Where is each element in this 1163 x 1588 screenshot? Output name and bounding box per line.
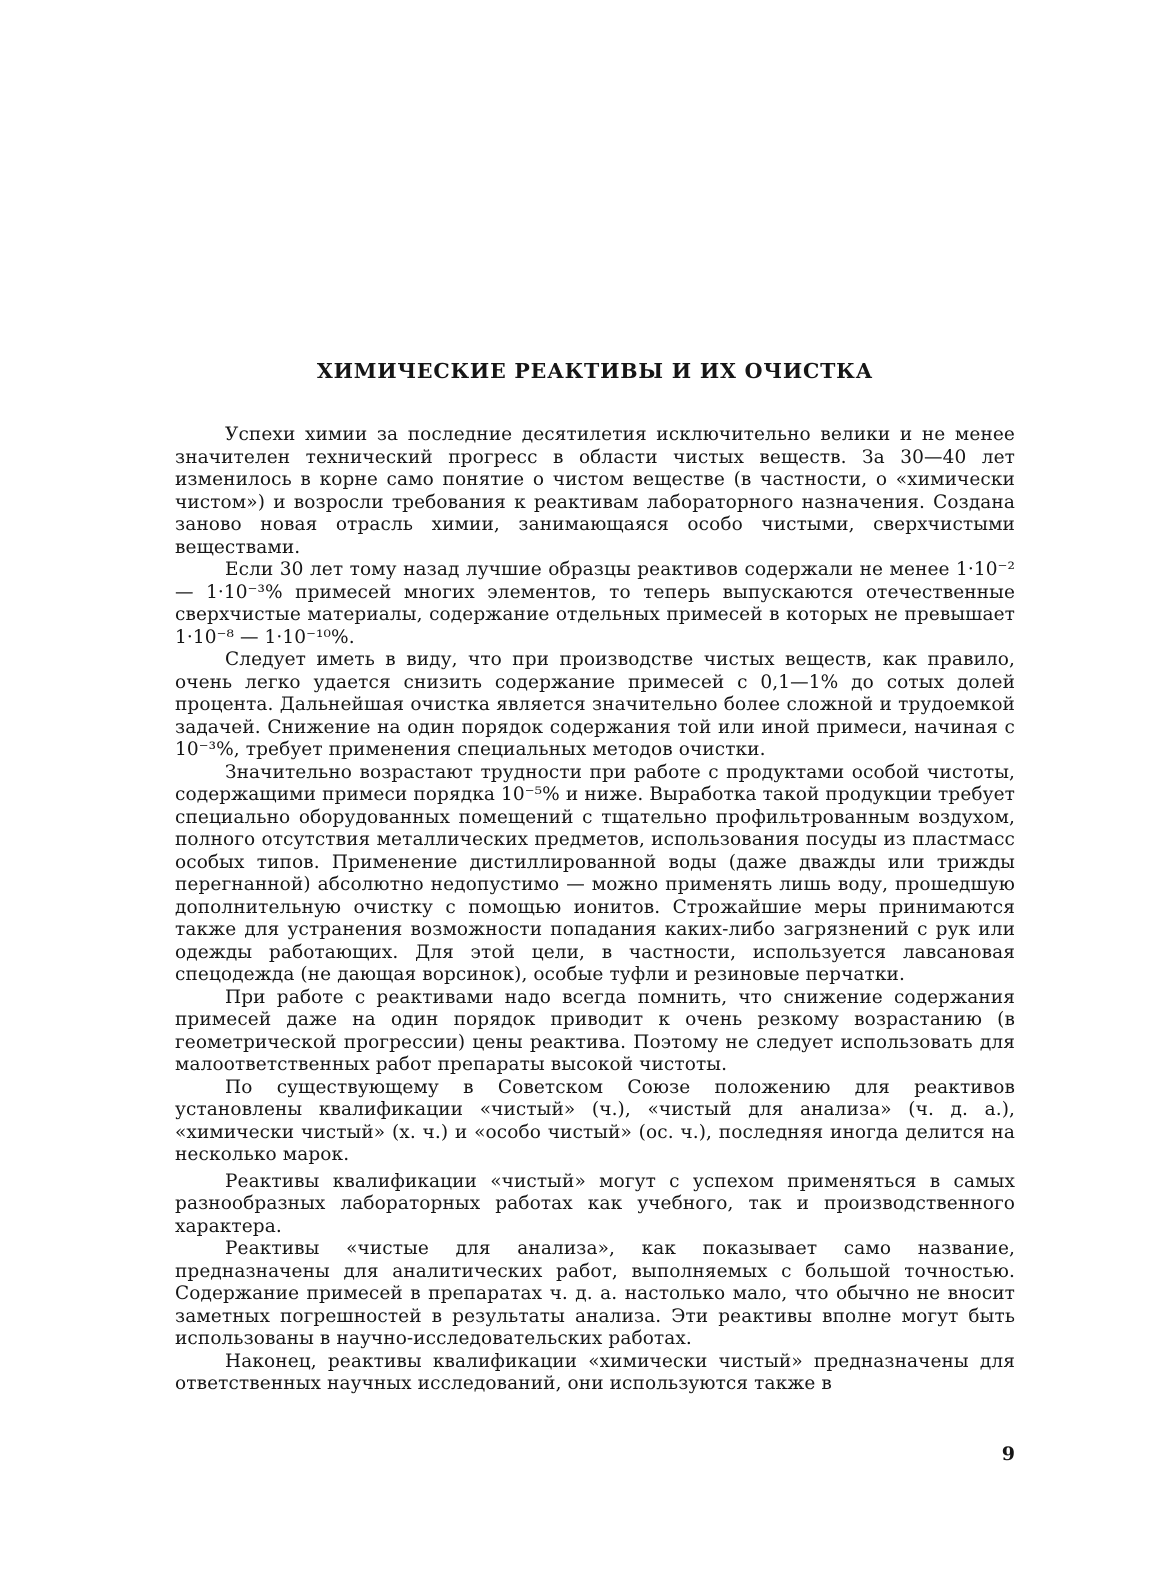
paragraph-5: При работе с реактивами надо всегда помнить, что снижение содержания примесей даже на один порядок приводит к очень резкому возрастанию (в геометрической прогрессии) цены реактива. Поэтому не следует использовать для малоответственных работ препараты высокой чистоты.	[175, 986, 1015, 1075]
chapter-title: ХИМИЧЕСКИЕ РЕАКТИВЫ И ИХ ОЧИСТКА	[316, 359, 874, 383]
paragraph-6: По существующему в Советском Союзе положению для реактивов установлены квалификации «чистый» (ч.), «чистый для анализа» (ч. д. а.), «химически чистый» (х. ч.) и «особо чистый» (ос. ч.), последняя иногда делится на несколько марок.	[175, 1076, 1015, 1165]
paragraph-9: Наконец, реактивы квалификации «химически чистый» предназначены для ответственных научных исследований, они используются также в	[175, 1350, 1015, 1394]
paragraph-4: Значительно возрастают трудности при работе с продуктами особой чистоты, содержащими примеси порядка 10⁻⁵% и ниже. Выработка такой продукции требует специально оборудованных помещений с тщательно профильтрованным воздухом, полного отсутствия металлических предметов, использования посуды из пластмасс особых типов. Применение дистиллированной воды (даже дважды или трижды перегнанной) абсолютно недопустимо — можно применять лишь воду, прошедшую дополнительную очистку с помощью ионитов. Строжайшие меры принимаются также для устранения возможности попадания каких-либо загрязнений с рук или одежды работающих. Для этой цели, в частности, используется лавсановая спецодежда (не дающая ворсинок), особые туфли и резиновые перчатки.	[175, 761, 1015, 985]
paragraph-3: Следует иметь в виду, что при производстве чистых веществ, как правило, очень легко удается снизить содержание примесей с 0,1—1% до сотых долей процента. Дальнейшая очистка является значительно более сложной и трудоемкой задачей. Снижение на один порядок содержания той или иной примеси, начиная с 10⁻³%, требует применения специальных методов очистки.	[175, 649, 1015, 760]
paragraph-1: Успехи химии за последние десятилетия исключительно велики и не менее значителен технический прогресс в области чистых веществ. За 30—40 лет изменилось в корне само понятие о чистом веществе (в частности, о «химически чистом») и возросли требования к реактивам лабораторного назначения. Создана заново новая отрасль химии, занимающаяся особо чистыми, сверхчистыми веществами.	[175, 424, 1015, 558]
body-text	[175, 424, 1015, 1396]
page-number: 9	[1001, 1443, 1015, 1465]
paragraph-7: Реактивы квалификации «чистый» могут с успехом применяться в самых разнообразных лабораторных работах как учебного, так и производственного характера.	[175, 1170, 1015, 1237]
paragraph-2: Если 30 лет тому назад лучшие образцы реактивов содержали не менее 1·10⁻² — 1·10⁻³% примесей многих элементов, то теперь выпускаются отечественные сверхчистые материалы, содержание отдельных примесей в которых не превышает 1·10⁻⁸ — 1·10⁻¹⁰%.	[175, 559, 1015, 648]
paragraph-8: Реактивы «чистые для анализа», как показывает само название, предназначены для аналитических работ, выполняемых с большой точностью. Содержание примесей в препаратах ч. д. а. настолько мало, что обычно не вносит заметных погрешностей в результаты анализа. Эти реактивы вполне могут быть использованы в научно-исследовательских работах.	[175, 1238, 1015, 1349]
